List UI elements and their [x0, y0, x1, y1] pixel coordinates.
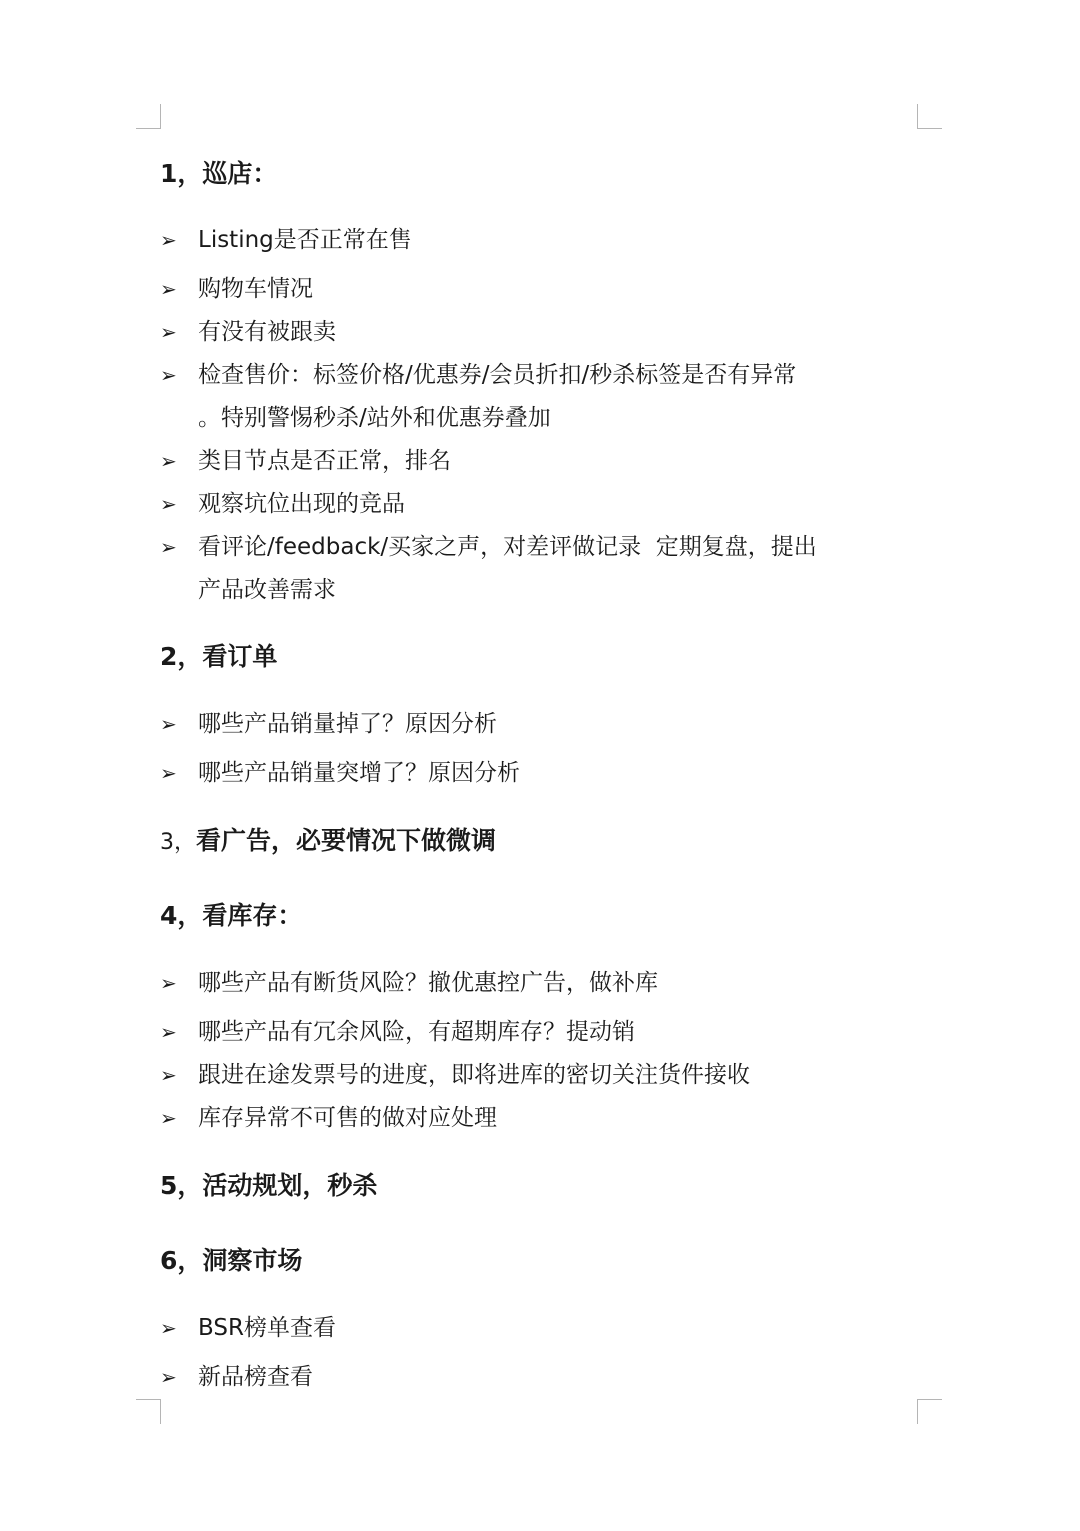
arrow-bullet-icon: ➢ [160, 277, 177, 301]
arrow-bullet-icon: ➢ [160, 363, 177, 387]
arrow-bullet-icon: ➢ [160, 1106, 177, 1130]
page-corner-top-left [136, 104, 161, 129]
section-heading-store-patrol: 1，巡店： [160, 159, 278, 188]
arrow-bullet-icon: ➢ [160, 535, 177, 559]
arrow-bullet-icon: ➢ [160, 449, 177, 473]
list-item: ➢ 跟进在途发票号的进度，即将进库的密切关注货件接收 [160, 1054, 920, 1097]
arrow-bullet-icon: ➢ [160, 1365, 177, 1389]
section-heading-inventory: 4，看库存： [160, 901, 303, 930]
list-item: ➢ 观察坑位出现的竞品 [160, 483, 920, 526]
list-item: ➢ 购物车情况 [160, 268, 920, 311]
page-corner-bottom-right [917, 1399, 942, 1424]
section-heading-market: 6，洞察市场 [160, 1246, 303, 1275]
list-item: ➢ Listing是否正常在售 [160, 219, 920, 262]
arrow-bullet-icon: ➢ [160, 1063, 177, 1087]
section-heading-events: 5，活动规划，秒杀 [160, 1171, 378, 1200]
page-corner-bottom-left [136, 1399, 161, 1424]
list-item: ➢ 新品榜查看 [160, 1356, 920, 1399]
arrow-bullet-icon: ➢ [160, 761, 177, 785]
list-item: ➢ 哪些产品销量突增了？原因分析 [160, 752, 920, 795]
arrow-bullet-icon: ➢ [160, 971, 177, 995]
list-item: ➢ 哪些产品销量掉了？原因分析 [160, 703, 920, 746]
section-heading-ads: 3，看广告，必要情况下做微调 [160, 826, 497, 855]
list-item: ➢ 哪些产品有断货风险？撤优惠控广告，做补库 [160, 962, 920, 1005]
arrow-bullet-icon: ➢ [160, 320, 177, 344]
list-item: ➢ 检查售价：标签价格/优惠券/会员折扣/秒杀标签是否有异常 。特别警惕秒杀/站外和优惠券叠加 [160, 354, 920, 440]
arrow-bullet-icon: ➢ [160, 712, 177, 736]
arrow-bullet-icon: ➢ [160, 228, 177, 252]
arrow-bullet-icon: ➢ [160, 492, 177, 516]
page-corner-top-right [917, 104, 942, 129]
list-item: ➢ BSR榜单查看 [160, 1307, 920, 1350]
list-item: ➢ 哪些产品有冗余风险，有超期库存？提动销 [160, 1011, 920, 1054]
arrow-bullet-icon: ➢ [160, 1020, 177, 1044]
list-item: ➢ 看评论/feedback/买家之声，对差评做记录 定期复盘，提出 产品改善需求 [160, 526, 920, 612]
arrow-bullet-icon: ➢ [160, 1316, 177, 1340]
section-heading-orders: 2，看订单 [160, 642, 278, 671]
list-item: ➢ 有没有被跟卖 [160, 311, 920, 354]
list-item: ➢ 库存异常不可售的做对应处理 [160, 1097, 920, 1140]
list-item: ➢ 类目节点是否正常，排名 [160, 440, 920, 483]
